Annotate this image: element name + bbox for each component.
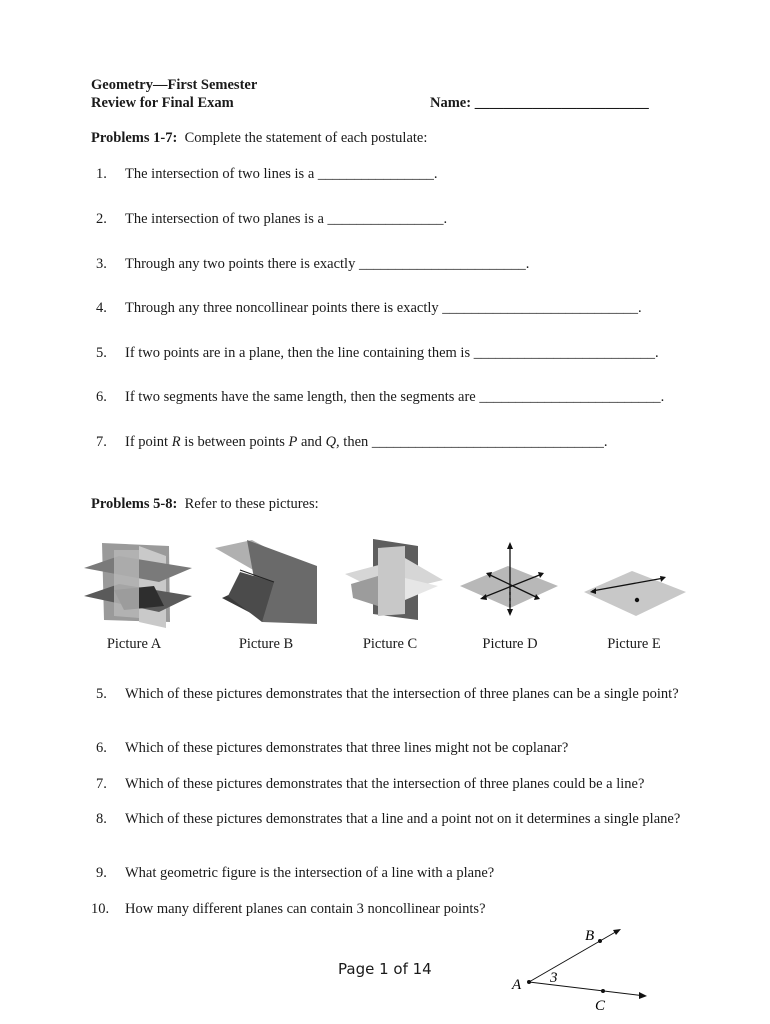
var-r: R (171, 434, 181, 450)
question-text: Which of these pictures demonstrates that the intersection of three planes could be a line? (125, 776, 645, 792)
question-text: The intersection of two lines is a ________________. (125, 166, 438, 182)
question-text: What geometric figure is the intersection of a line with a plane? (125, 865, 495, 881)
question-text: If two points are in a plane, then the line containing them is _________________________. (125, 345, 659, 361)
question-text: The intersection of two planes is a ________________. (125, 211, 448, 227)
doc-subtitle: Review for Final Exam (91, 95, 234, 111)
question-number: 4. (96, 300, 107, 316)
question-text: How many different planes can contain 3 noncollinear points? (125, 901, 486, 917)
text-fragment: , then ________________________________. (336, 434, 608, 450)
section1-label: Problems 1-7: (91, 130, 178, 146)
section2-heading (91, 495, 319, 513)
question-number: 10. (91, 901, 110, 917)
question-number: 7. (96, 434, 107, 450)
text-fragment: If point (125, 434, 172, 450)
section2-label: Problems 5-8: (91, 496, 178, 512)
page-number: Page 1 of 14 (338, 960, 432, 978)
question-number: 5. (96, 345, 107, 361)
picture-c-caption: Picture C (362, 636, 418, 652)
name-field[interactable] (430, 94, 649, 112)
question-number: 1. (96, 166, 107, 182)
doc-title: Geometry—First Semester (91, 77, 258, 93)
name-blank: ________________________ (474, 95, 649, 111)
var-q: Q (325, 434, 337, 450)
angle-label-a: A (512, 977, 522, 993)
section1-instruction: Complete the statement of each postulate: (184, 130, 428, 146)
question-text (125, 433, 608, 451)
question-text: Through any two points there is exactly _______________________. (125, 256, 530, 272)
text-fragment: and (297, 434, 326, 450)
question-number: 3. (96, 256, 107, 272)
picture-a-image (84, 538, 194, 630)
picture-e-caption: Picture E (607, 636, 661, 652)
question-text: Through any three noncollinear points there is exactly ___________________________. (125, 300, 642, 316)
question-number: 5. (96, 686, 107, 702)
angle-label-b: B (585, 928, 595, 944)
question-text: Which of these pictures demonstrates that the intersection of three planes can be a single point? (125, 686, 679, 702)
question-text: Which of these pictures demonstrates that a line and a point not on it determines a single plane? (125, 811, 681, 827)
question-text: If two segments have the same length, then the segments are _________________________. (125, 389, 665, 405)
angle-label-c: C (595, 998, 606, 1014)
picture-a-caption: Picture A (106, 636, 162, 652)
angle-figure (505, 922, 655, 1014)
question-number: 8. (96, 811, 107, 827)
picture-b-image (212, 536, 322, 626)
text-fragment: is between points (180, 434, 289, 450)
picture-b-caption: Picture B (238, 636, 294, 652)
question-number: 6. (96, 389, 107, 405)
picture-d-image (458, 540, 562, 618)
question-number: 9. (96, 865, 107, 881)
question-number: 6. (96, 740, 107, 756)
section1-heading (91, 129, 427, 147)
angle-label-3: 3 (550, 970, 558, 986)
question-number: 2. (96, 211, 107, 227)
question-number: 7. (96, 776, 107, 792)
picture-c-image (343, 536, 445, 624)
var-p: P (288, 434, 298, 450)
question-text: Which of these pictures demonstrates that three lines might not be coplanar? (125, 740, 569, 756)
picture-e-image (582, 568, 688, 620)
name-label: Name: (430, 95, 472, 111)
section2-instruction: Refer to these pictures: (184, 496, 319, 512)
picture-d-caption: Picture D (482, 636, 538, 652)
